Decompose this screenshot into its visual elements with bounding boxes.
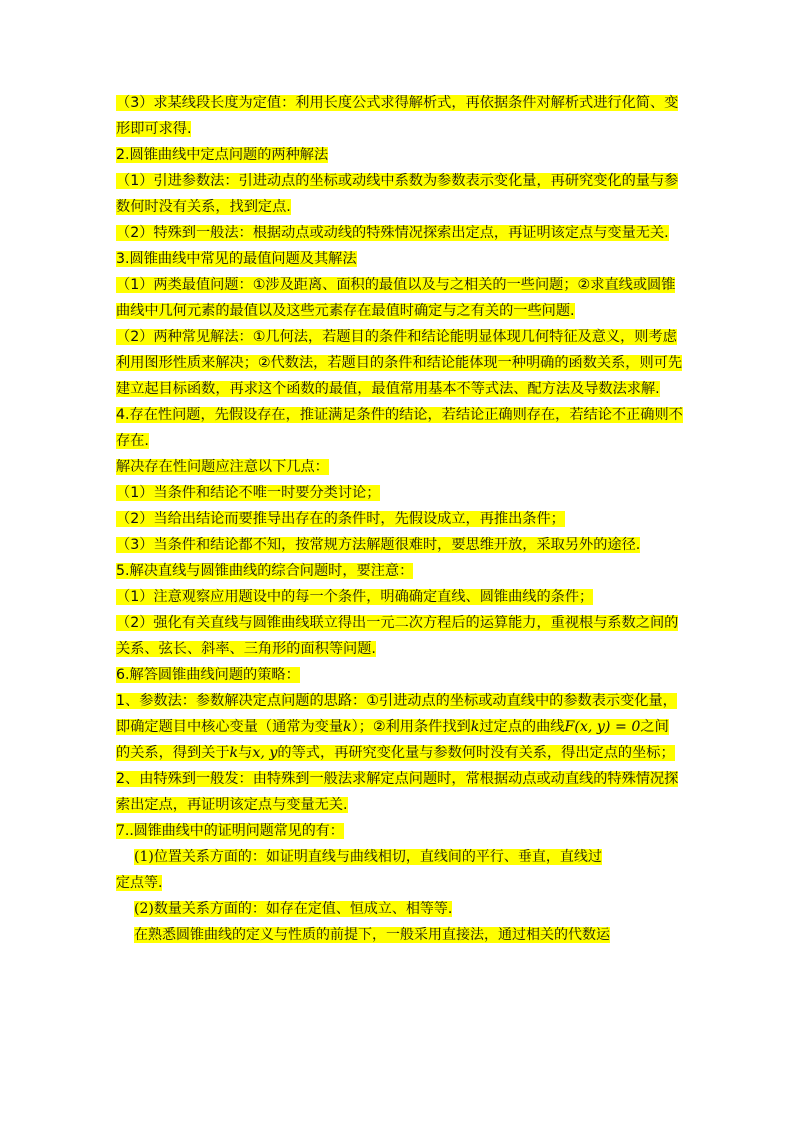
math-text-line: 的关系，得到关于k与x, y的等式，再研究变化量与参数何时没有关系，得出定点的坐标； [116,745,675,761]
document-body [116,90,683,948]
math-text-line: 即确定题目中核心变量（通常为变量k）；②利用条件找到k过定点的曲线F(x, y) = 0之间 [116,719,669,735]
variable-k: k [229,745,239,761]
section-heading: 4.存在性问题，先假设存在，推证满足条件的结论，若结论正确则存在，若结论不正确则不 [116,407,683,423]
section-heading: 6.解答圆锥曲线问题的策略： [116,667,300,683]
text-line: 曲线中几何元素的最值以及这些元素存在最值时确定与之有关的一些问题. [116,303,575,319]
text-line: 建立起目标函数，再求这个函数的最值，最值常用基本不等式法、配方法及导数法求解. [116,381,660,397]
text-line: 在熟悉圆锥曲线的定义与性质的前提下，一般采用直接法，通过相关的代数运 [134,927,610,943]
text-line: 关系、弦长、斜率、三角形的面积等问题. [116,641,376,657]
section-heading: 2.圆锥曲线中定点问题的两种解法 [116,147,329,163]
text-line: 解决存在性问题应注意以下几点： [116,459,329,475]
text-line: （2）强化有关直线与圆锥曲线联立得出一元二次方程后的运算能力，重视根与系数之间的 [116,615,679,631]
text-line: （1）引进参数法：引进动点的坐标或动线中系数为参数表示变化量，再研究变化的量与参 [116,173,679,189]
curve-equation: F(x, y) = 0 [564,719,641,735]
variable-k: k [470,719,480,735]
text-line: （2）当给出结论而要推导出存在的条件时，先假设成立，再推出条件； [116,511,565,527]
text-line: 利用图形性质来解决；②代数法，若题目的条件和结论能体现一种明确的函数关系，则可先 [116,355,683,371]
variables-xy: x, y [252,745,278,761]
text-line: 索出定点，再证明该定点与变量无关. [116,797,348,813]
text-line: （1）当条件和结论不唯一时要分类讨论； [116,485,381,501]
section-heading: 7..圆锥曲线中的证明问题常见的有： [116,823,344,839]
text-line: （2）两种常见解法：①几何法，若题目的条件和结论能明显体现几何特征及意义，则考虑 [116,329,677,345]
text-line: 2、由特殊到一般发：由特殊到一般法求解定点问题时，常根据动点或动直线的特殊情况探 [116,771,679,787]
variable-k: k [343,719,352,735]
text-line: 1、参数法：参数解决定点问题的思路：①引进动点的坐标或动直线中的参数表示变化量， [116,693,677,709]
text-line: 定点等. [116,875,163,891]
text-line: 数何时没有关系，找到定点. [116,199,291,215]
text-line: (1)位置关系方面的：如证明直线与曲线相切，直线间的平行、垂直，直线过 [134,849,602,865]
section-heading: 5.解决直线与圆锥曲线的综合问题时，要注意： [116,563,414,579]
section-heading: 3.圆锥曲线中常见的最值问题及其解法 [116,251,357,267]
text-line: (2)数量关系方面的：如存在定值、恒成立、相等等. [134,901,453,917]
text-line: 形即可求得. [116,121,192,137]
text-line: （3）当条件和结论都不知，按常规方法解题很难时，要思维开放，采取另外的途径. [116,537,641,553]
text-line: 存在. [116,433,149,449]
text-line: （1）注意观察应用题设中的每一个条件，明确确定直线、圆锥曲线的条件； [116,589,594,605]
text-line: （2）特殊到一般法：根据动点或动线的特殊情况探索出定点，再证明该定点与变量无关. [116,225,669,241]
text-line: （1）两类最值问题：①涉及距离、面积的最值以及与之相关的一些问题；②求直线或圆锥 [116,277,676,293]
text-line: （3）求某线段长度为定值：利用长度公式求得解析式，再依据条件对解析式进行化简、变 [116,95,679,111]
